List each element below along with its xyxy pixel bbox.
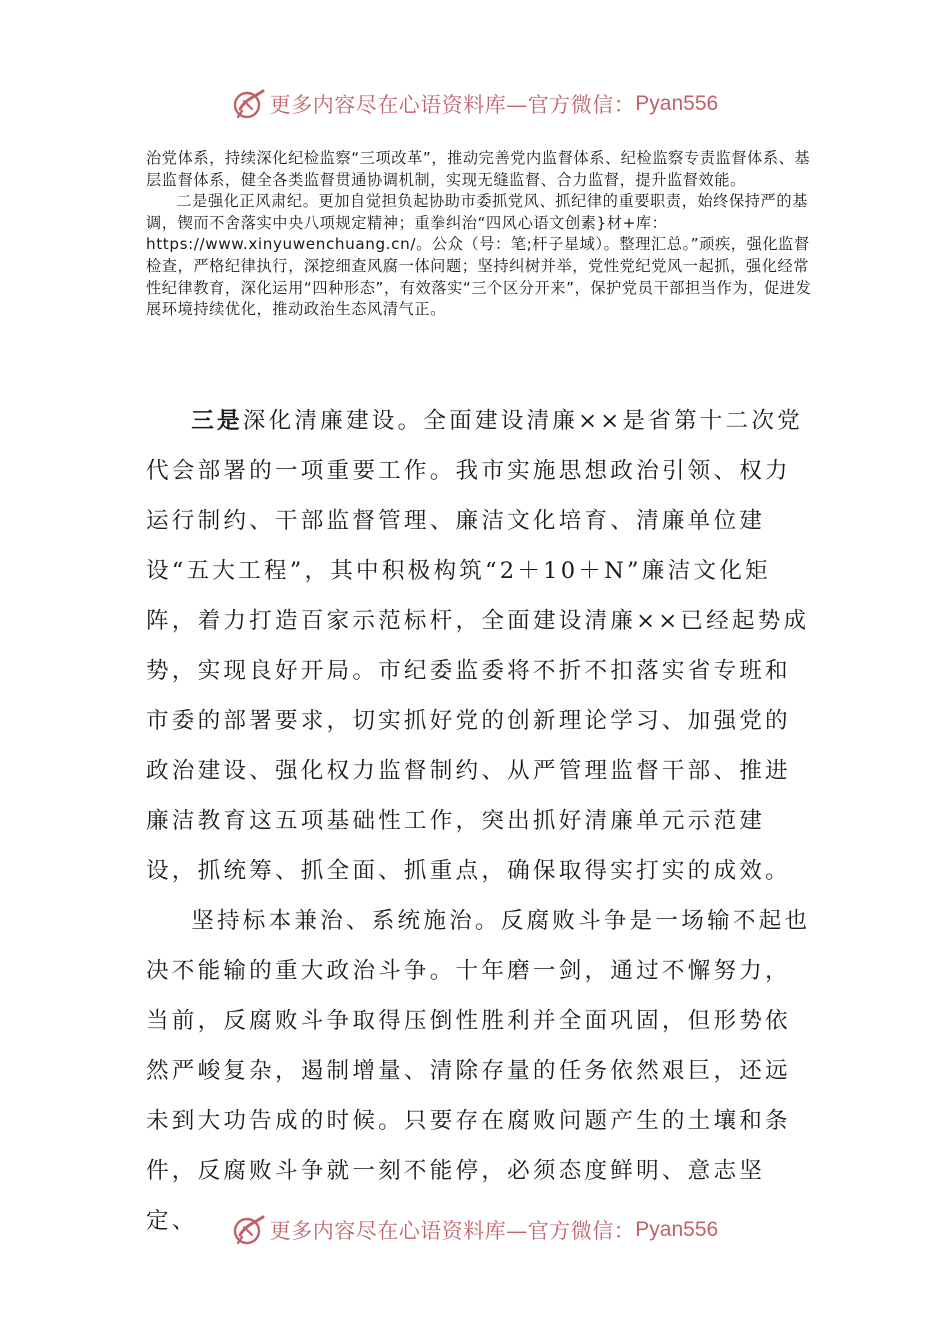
paragraph-body: 深化清廉建设。全面建设清廉××是省第十二次党代会部署的一项重要工作。我市实施思想政治引领、权力运行制约、干部监督管理、廉洁文化培育、清廉单位建设“五大工程”，其中积极构筑“2＋10＋N”廉洁文化矩阵，着力打造百家示范标杆，全面建设清廉××已经起势成势，实现良好开局。市纪委监委将不折不扣落实省专班和市委的部署要求，切实抓好党的创新理论学习、加强党的政治建设、强化权力监督制约、从严管理监督干部、推进廉洁教育这五项基础性工作，突出抓好清廉单元示范建设，抓统筹、抓全面、抓重点，确保取得实打实的成效。	[146, 408, 810, 884]
wechat-id: Pyan556	[635, 92, 719, 115]
pen-logo-icon	[232, 87, 266, 121]
main-text-section	[146, 396, 814, 1246]
paragraph	[146, 396, 814, 896]
banner-text: 更多内容尽在心语资料库—官方微信：	[269, 93, 636, 117]
banner-text: 更多内容尽在心语资料库—官方微信：	[269, 1219, 636, 1243]
paragraph-lead: 三是	[191, 408, 243, 434]
paragraph: 二是强化正风肃纪。更加自觉担负起协助市委抓党风、抓纪律的重要职责，始终保持严的基调，锲而不舍落实中央八项规定精神；重拳纠治“四风心语文创素}材+库：https://www.xinyuwenchuang.cn/。公众（号：笔;杆子星域）。整理汇总。”顽疾，强化监督检查，严格纪律执行，深挖细查风腐一体问题；坚持纠树并举，党性党纪党风一起抓，强化经常性纪律教育，深化运用“四种形态”，有效落实“三个区分开来”，保护党员干部担当作为，促进发展环境持续优化，推动政治生态风清气正。	[146, 192, 812, 319]
footer-banner	[0, 1210, 950, 1250]
paragraph: 治党体系，持续深化纪检监察“三项改革”，推动完善党内监督体系、纪检监察专责监督体系、基层监督体系，健全各类监督贯通协调机制，实现无缝监督、合力监督，提升监督效能。	[146, 149, 811, 189]
small-text-section	[146, 148, 816, 321]
header-banner	[0, 84, 950, 124]
wechat-id: Pyan556	[635, 1218, 719, 1241]
paragraph: 坚持标本兼治、系统施治。反腐败斗争是一场输不起也决不能输的重大政治斗争。十年磨一剑，通过不懈努力，当前，反腐败斗争取得压倒性胜利并全面巩固，但形势依然严峻复杂，遏制增量、清除存量的任务依然艰巨，还远未到大功告成的时候。只要存在腐败问题产生的土壤和条件，反腐败斗争就一刻不能停，必须态度鲜明、意志坚定、	[146, 908, 811, 1234]
pen-logo-icon	[232, 1213, 266, 1247]
